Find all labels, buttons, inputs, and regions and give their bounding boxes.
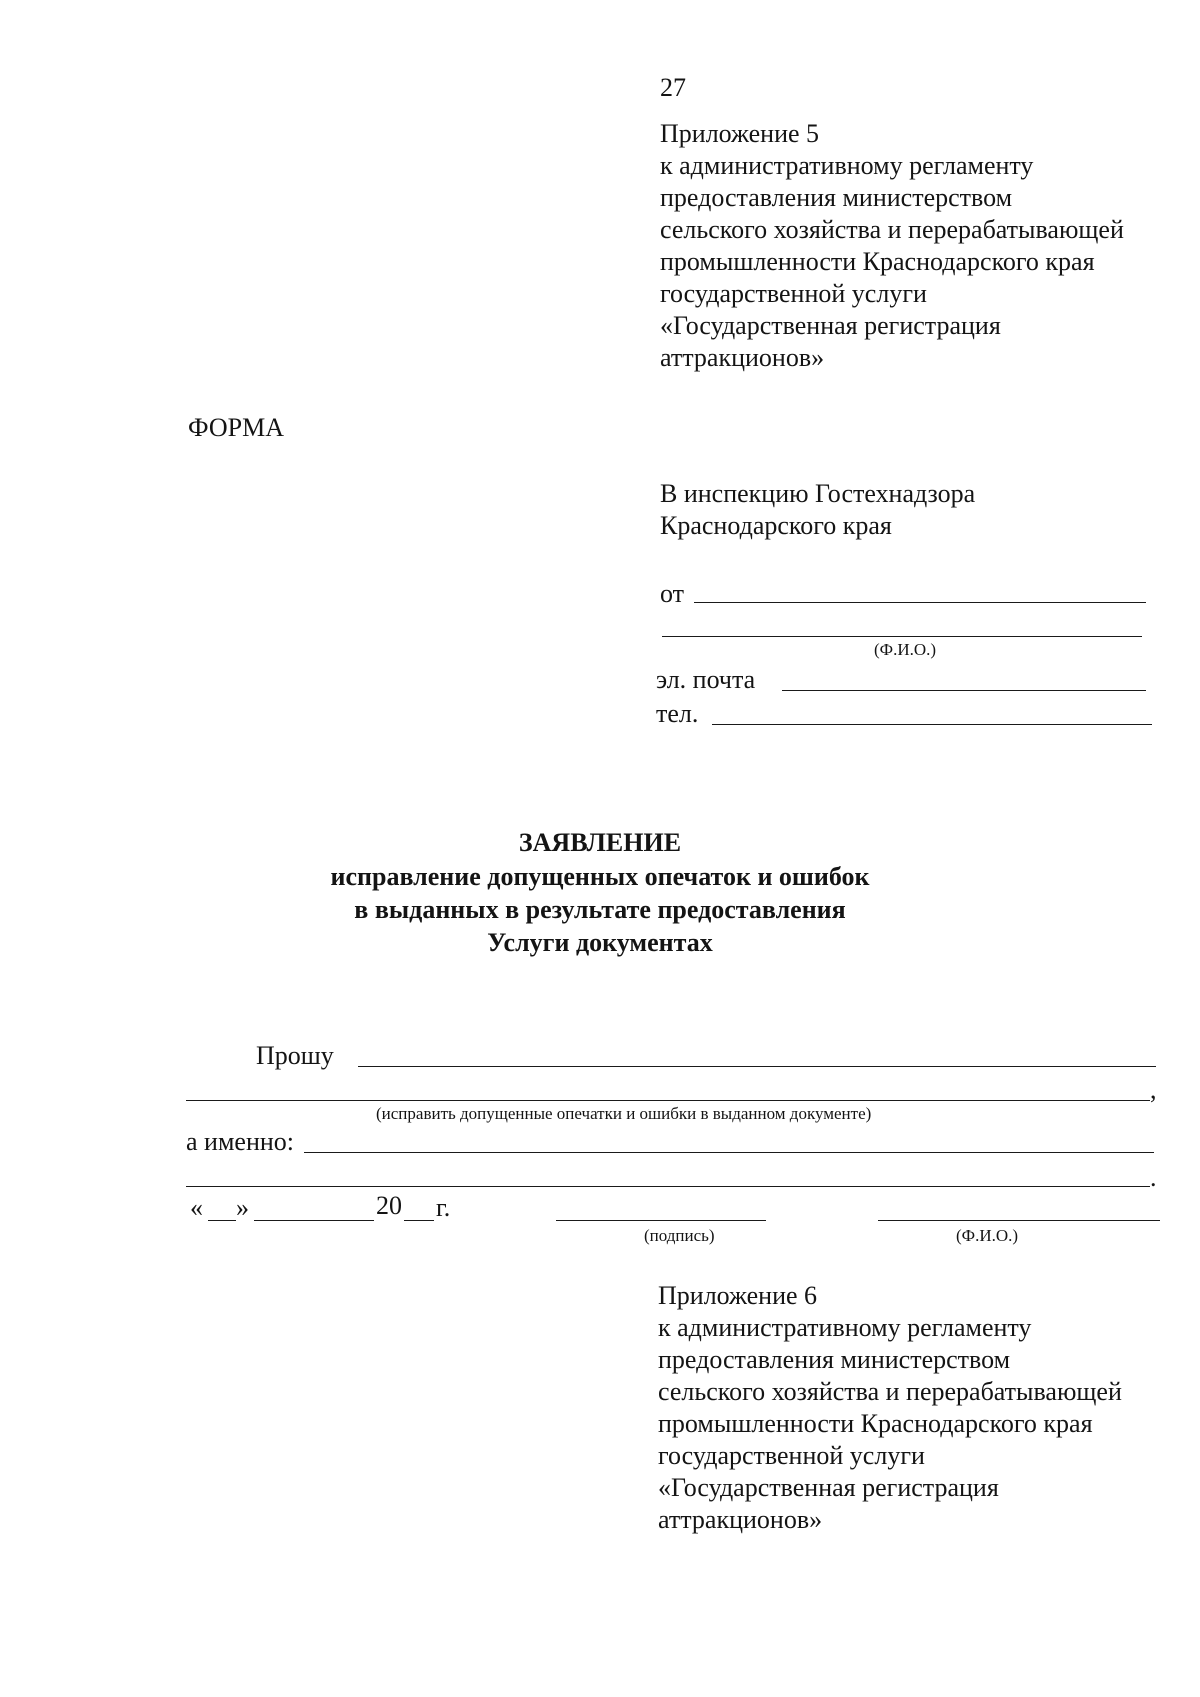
annex-line: государственной услуги xyxy=(660,279,927,308)
namely-label: а именно: xyxy=(186,1127,294,1156)
namely-period: . xyxy=(1150,1163,1157,1192)
annex-line: «Государственная регистрация xyxy=(658,1473,999,1502)
phone-field[interactable] xyxy=(712,724,1152,725)
annex-line: к административному регламенту xyxy=(660,151,1034,180)
annex-line: государственной услуги xyxy=(658,1441,925,1470)
annex-line: предоставления министерством xyxy=(660,183,1013,212)
date-quote-close: » xyxy=(236,1193,249,1222)
application-subtitle-line: исправление допущенных опечаток и ошибок xyxy=(330,862,870,891)
date-month-field[interactable] xyxy=(254,1220,374,1221)
annex-line: Приложение 6 xyxy=(658,1281,818,1310)
application-subtitle-line: Услуги документах xyxy=(487,928,713,957)
namely-field[interactable] xyxy=(304,1152,1154,1153)
date-quote-open: « xyxy=(190,1193,203,1222)
annex-line: промышленности Краснодарского края xyxy=(658,1409,1093,1438)
page-number: 27 xyxy=(660,73,686,102)
signature-fio-caption: (Ф.И.О.) xyxy=(956,1226,1019,1245)
date-year-field[interactable] xyxy=(404,1220,434,1221)
namely-field-continued[interactable] xyxy=(186,1186,1150,1187)
email-label: эл. почта xyxy=(656,665,756,694)
date-year-prefix: 20 xyxy=(376,1191,402,1220)
application-subtitle-line: в выданных в результате предоставления xyxy=(354,895,846,924)
signature-fio-field[interactable] xyxy=(878,1220,1160,1221)
from-name-field-continued[interactable] xyxy=(662,636,1142,637)
annex-line: аттракционов» xyxy=(658,1505,823,1534)
date-day-field[interactable] xyxy=(208,1220,236,1221)
addressee-line-2: Краснодарского края xyxy=(660,511,892,540)
annex-line: Приложение 5 xyxy=(660,119,820,148)
annex-line: промышленности Краснодарского края xyxy=(660,247,1095,276)
phone-label: тел. xyxy=(656,699,699,728)
fio-caption: (Ф.И.О.) xyxy=(874,640,937,659)
annex-line: «Государственная регистрация xyxy=(660,311,1001,340)
annex-line: аттракционов» xyxy=(660,343,825,372)
from-label: от xyxy=(660,579,685,608)
addressee-line-1: В инспекцию Гостехнадзора xyxy=(660,479,976,508)
signature-caption: (подпись) xyxy=(644,1226,715,1245)
from-name-field[interactable] xyxy=(694,602,1146,603)
email-field[interactable] xyxy=(782,690,1146,691)
request-caption: (исправить допущенные опечатки и ошибки в выданном документе) xyxy=(376,1104,872,1123)
date-year-suffix: г. xyxy=(436,1193,451,1222)
application-title: ЗАЯВЛЕНИЕ xyxy=(518,828,682,857)
annex-line: сельского хозяйства и перерабатывающей xyxy=(658,1377,1122,1406)
annex-line: предоставления министерством xyxy=(658,1345,1011,1374)
annex-line: к административному регламенту xyxy=(658,1313,1032,1342)
form-label: ФОРМА xyxy=(188,413,284,442)
request-label: Прошу xyxy=(256,1041,334,1070)
annex-bottom xyxy=(658,1280,1122,1536)
request-comma: , xyxy=(1150,1075,1157,1104)
signature-field[interactable] xyxy=(556,1220,766,1221)
annex-line: сельского хозяйства и перерабатывающей xyxy=(660,215,1124,244)
request-field-continued[interactable] xyxy=(186,1100,1150,1101)
request-field[interactable] xyxy=(358,1066,1156,1067)
annex-top xyxy=(660,118,1124,374)
